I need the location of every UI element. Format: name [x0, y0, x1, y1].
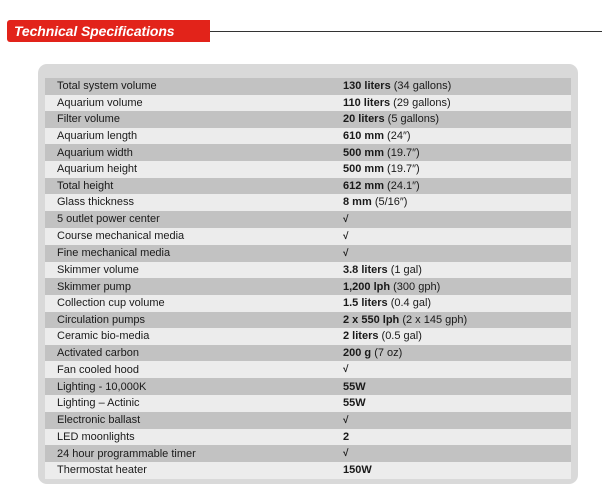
spec-value-cell — [343, 312, 571, 329]
spec-label: 24 hour programmable timer — [57, 447, 196, 460]
spec-note: (19.7″) — [387, 163, 420, 176]
spec-label: Circulation pumps — [57, 313, 146, 326]
spec-note: (7 oz) — [374, 347, 403, 360]
spec-label: Total system volume — [57, 80, 157, 93]
spec-row — [45, 429, 571, 446]
spec-value-cell — [343, 144, 571, 161]
spec-value: 150W — [343, 464, 372, 477]
check-icon: √ — [343, 448, 349, 460]
spec-label: LED moonlights — [57, 430, 135, 443]
check-icon: √ — [343, 414, 349, 426]
spec-row — [45, 445, 571, 462]
spec-value-cell — [343, 328, 571, 345]
spec-value: 2 x 550 lph — [343, 313, 400, 326]
check-icon: √ — [343, 247, 349, 259]
spec-note: (0.4 gal) — [390, 297, 432, 310]
spec-row — [45, 178, 571, 195]
spec-value: 8 mm — [343, 196, 372, 209]
spec-label: Aquarium height — [57, 163, 138, 176]
spec-row — [45, 295, 571, 312]
spec-value-cell — [343, 412, 571, 429]
spec-note: (5 gallons) — [387, 113, 440, 126]
spec-value-cell — [343, 395, 571, 412]
spec-label: Lighting – Actinic — [57, 397, 140, 410]
spec-row — [45, 144, 571, 161]
spec-row — [45, 378, 571, 395]
spec-label: Skimmer pump — [57, 280, 131, 293]
spec-row — [45, 245, 571, 262]
spec-row — [45, 228, 571, 245]
spec-value-cell — [343, 445, 571, 462]
spec-table-body — [45, 78, 571, 479]
spec-row — [45, 412, 571, 429]
spec-value-cell — [343, 194, 571, 211]
spec-value-cell — [343, 228, 571, 245]
spec-value-cell — [343, 295, 571, 312]
spec-row — [45, 95, 571, 112]
check-icon: √ — [343, 230, 349, 242]
spec-value: 200 g — [343, 347, 372, 360]
spec-value: 610 mm — [343, 130, 384, 143]
spec-value-cell — [343, 78, 571, 95]
spec-value: 55W — [343, 380, 366, 393]
spec-value-cell — [343, 245, 571, 262]
spec-value-cell — [343, 95, 571, 112]
spec-note: (29 gallons) — [393, 96, 451, 109]
spec-value-cell — [343, 462, 571, 479]
spec-row — [45, 361, 571, 378]
spec-label: Skimmer volume — [57, 264, 139, 277]
spec-note: (5/16″) — [374, 196, 408, 209]
spec-row — [45, 194, 571, 211]
spec-label: Activated carbon — [57, 347, 139, 360]
spec-value: 1,200 lph — [343, 280, 391, 293]
spec-value-cell — [343, 278, 571, 295]
spec-label: 5 outlet power center — [57, 213, 160, 226]
spec-value-cell — [343, 211, 571, 228]
spec-note: (24.1″) — [387, 179, 420, 192]
spec-label: Thermostat heater — [57, 464, 147, 477]
spec-row — [45, 78, 571, 95]
spec-value: 55W — [343, 397, 366, 410]
spec-value: 3.8 liters — [343, 264, 388, 277]
check-icon: √ — [343, 364, 349, 376]
spec-note: (0.5 gal) — [381, 330, 422, 343]
spec-label: Collection cup volume — [57, 297, 165, 310]
spec-row — [45, 395, 571, 412]
spec-label: Aquarium volume — [57, 96, 143, 109]
header-divider — [210, 31, 602, 32]
spec-row — [45, 328, 571, 345]
spec-note: (24″) — [387, 130, 411, 143]
spec-value: 1.5 liters — [343, 297, 388, 310]
spec-row — [45, 312, 571, 329]
spec-row — [45, 128, 571, 145]
spec-label: Filter volume — [57, 113, 120, 126]
spec-value: 130 liters — [343, 80, 391, 93]
spec-value-cell — [343, 111, 571, 128]
spec-value: 500 mm — [343, 163, 384, 176]
spec-value: 20 liters — [343, 113, 385, 126]
spec-value-cell — [343, 345, 571, 362]
spec-row — [45, 161, 571, 178]
spec-label: Course mechanical media — [57, 230, 185, 243]
spec-row — [45, 211, 571, 228]
spec-label: Total height — [57, 179, 114, 192]
spec-label: Electronic ballast — [57, 414, 141, 426]
spec-value-cell — [343, 429, 571, 446]
spec-note: (1 gal) — [390, 264, 422, 277]
spec-label: Lighting - 10,000K — [57, 380, 147, 393]
spec-table — [45, 78, 571, 479]
spec-value-cell — [343, 378, 571, 395]
spec-value: 612 mm — [343, 179, 384, 192]
section-title: Technical Specifications — [14, 23, 175, 39]
spec-note: (300 gph) — [393, 280, 441, 293]
spec-value-cell — [343, 128, 571, 145]
spec-value: 2 — [343, 430, 350, 443]
spec-row — [45, 462, 571, 479]
spec-label: Aquarium width — [57, 146, 133, 159]
spec-row — [45, 345, 571, 362]
spec-value-cell — [343, 262, 571, 279]
spec-value-cell — [343, 361, 571, 378]
check-icon: √ — [343, 213, 349, 225]
spec-value: 500 mm — [343, 146, 384, 159]
spec-value-cell — [343, 178, 571, 195]
spec-row — [45, 262, 571, 279]
spec-row — [45, 111, 571, 128]
spec-label: Ceramic bio-media — [57, 330, 150, 343]
spec-label: Aquarium length — [57, 130, 138, 143]
spec-label: Glass thickness — [57, 196, 135, 209]
spec-label: Fine mechanical media — [57, 247, 171, 260]
spec-value: 110 liters — [343, 96, 391, 109]
spec-value: 2 liters — [343, 330, 379, 343]
spec-note: (34 gallons) — [393, 80, 452, 93]
spec-value-cell — [343, 161, 571, 178]
spec-note: (19.7″) — [387, 146, 420, 159]
spec-label: Fan cooled hood — [57, 363, 139, 376]
spec-note: (2 x 145 gph) — [402, 313, 468, 326]
spec-row — [45, 278, 571, 295]
